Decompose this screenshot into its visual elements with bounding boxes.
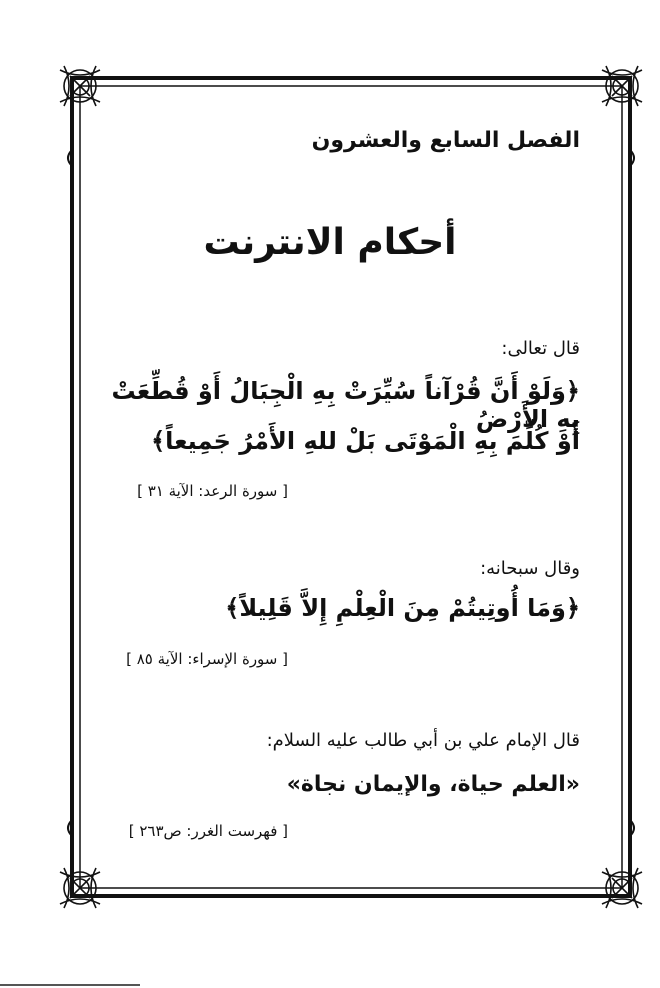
section1-verse-line1: ﴿وَلَوْ أَنَّ قُرْآناً سُيِّرَتْ بِهِ الْجِبَالُ أَوْ قُطِّعَتْ بِهِ الأَرْضُ — [111, 377, 580, 433]
section2-intro: وقال سبحانه: — [480, 558, 580, 579]
page-title: أحكام الانترنت — [203, 222, 457, 263]
section1-verse-line2: أَوْ كُلِّمَ بِهِ الْمَوْتَى بَلْ للهِ الأَمْرُ جَمِيعاً﴾ — [151, 427, 580, 455]
section3-intro: قال الإمام علي بن أبي طالب عليه السلام: — [266, 730, 580, 751]
section3-reference: [ فهرست الغرر: ص٢٦٣ ] — [128, 822, 288, 840]
section1-reference: [ سورة الرعد: الآية ٣١ ] — [137, 482, 288, 500]
section1-intro: قال تعالى: — [501, 338, 580, 359]
chapter-heading: الفصل السابع والعشرون — [311, 128, 580, 153]
section2-verse: ﴿وَمَا أُوتِيتُمْ مِنَ الْعِلْمِ إِلاَّ قَلِيلاً﴾ — [225, 594, 580, 622]
page-bottom-rule — [0, 984, 140, 986]
section2-reference: [ سورة الإسراء: الآية ٨٥ ] — [126, 650, 288, 668]
section3-quote: «العلم حياة، والإيمان نجاة» — [286, 772, 580, 797]
